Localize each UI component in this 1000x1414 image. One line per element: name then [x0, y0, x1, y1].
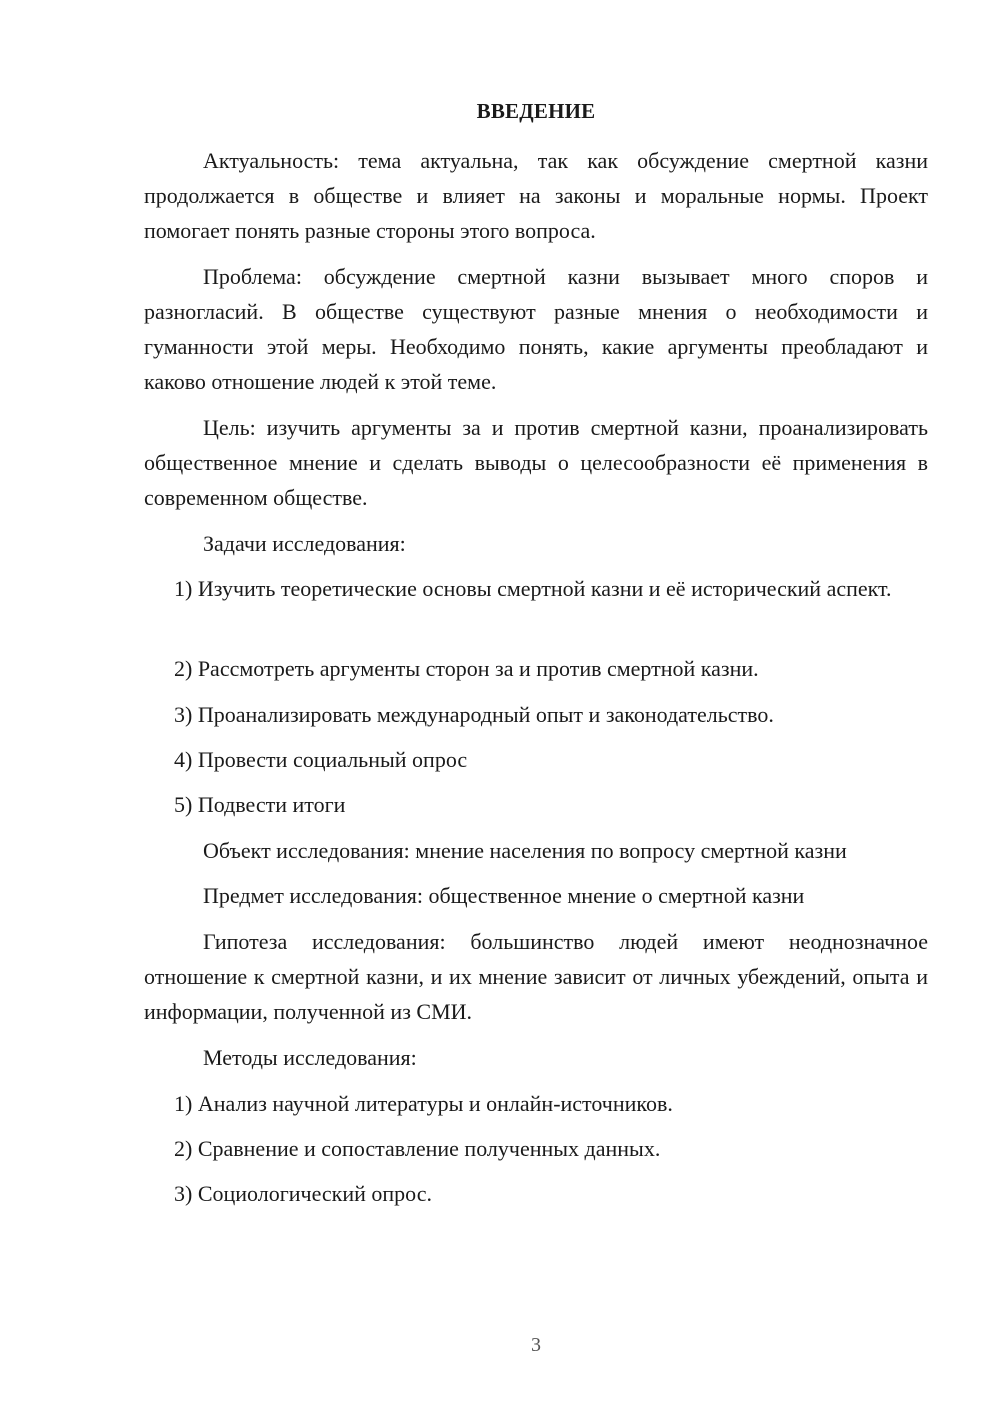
hypothesis-paragraph: Гипотеза исследования: большинство людей имеют неоднозначное отношение к смертной казни, и их мнение зависит от личных убеждений, опыта и информации, полученной из СМИ. — [144, 929, 928, 1024]
task-item-5: 5) Подвести итоги — [174, 792, 346, 817]
tasks-heading: Задачи исследования: — [203, 531, 406, 556]
goal-paragraph: Цель: изучить аргументы за и против смертной казни, проанализировать общественное мнение и сделать выводы о целесообразности её применения в современном обществе. — [144, 415, 928, 510]
methods-heading: Методы исследования: — [203, 1045, 417, 1070]
page-number: 3 — [531, 1334, 541, 1356]
object-paragraph: Объект исследования: мнение населения по вопросу смертной казни — [203, 838, 847, 863]
method-item-1: 1) Анализ научной литературы и онлайн-источников. — [174, 1091, 673, 1116]
task-item-2: 2) Рассмотреть аргументы сторон за и против смертной казни. — [174, 656, 759, 681]
method-item-2: 2) Сравнение и сопоставление полученных данных. — [174, 1136, 661, 1161]
page-title: ВВЕДЕНИЕ — [476, 99, 596, 123]
problem-paragraph: Проблема: обсуждение смертной казни вызывает много споров и разногласий. В обществе существуют разные мнения о необходимости и гуманности этой меры. Необходимо понять, какие аргументы преобладают и каково отношение людей к этой теме. — [144, 264, 928, 394]
subject-paragraph: Предмет исследования: общественное мнение о смертной казни — [203, 883, 805, 908]
relevance-paragraph: Актуальность: тема актуальна, так как обсуждение смертной казни продолжается в обществе и влияет на законы и моральные нормы. Проект помогает понять разные стороны этого вопроса. — [144, 148, 928, 243]
task-item-1: 1) Изучить теоретические основы смертной казни и её исторический аспект. — [174, 576, 892, 601]
task-item-4: 4) Провести социальный опрос — [174, 747, 468, 772]
method-item-3: 3) Социологический опрос. — [174, 1181, 432, 1206]
task-item-3: 3) Проанализировать международный опыт и законодательство. — [174, 702, 774, 727]
